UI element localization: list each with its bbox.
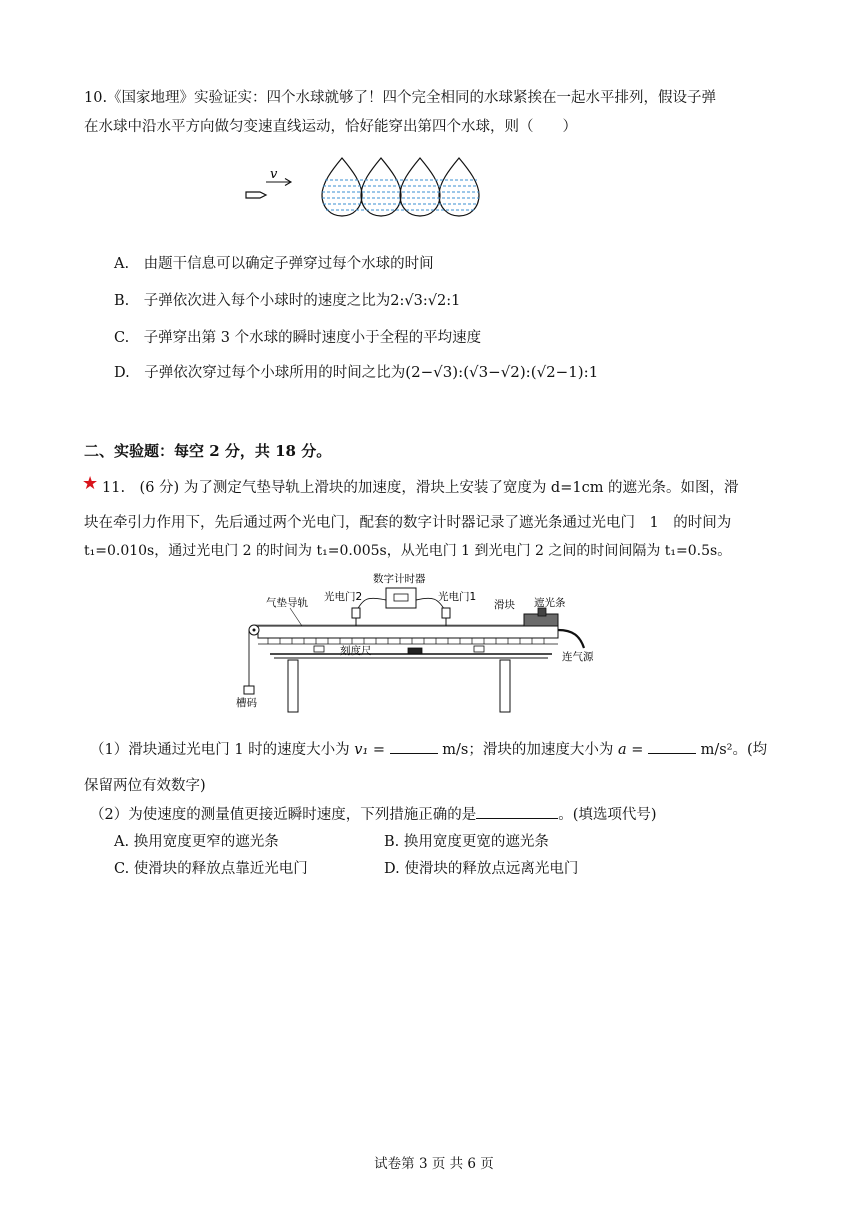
section-2-heading: 二、实验题：每空 2 分，共 18 分。 <box>84 442 332 460</box>
q11-sub1-unit1: m/s；滑块的加速度大小为 <box>442 742 614 758</box>
q10-option-c: C. 子弹穿出第 3 个水球的瞬时速度小于全程的平均速度 <box>114 330 482 346</box>
answer-blank-a[interactable] <box>648 739 696 754</box>
q10-option-b <box>114 289 460 310</box>
q11-sub1-text: （1）滑块通过光电门 1 时的速度大小为 <box>90 742 350 758</box>
q11-stem-line3: t₁=0.010s，通过光电门 2 的时间为 t₁=0.005s，从光电门 1 到光电门 2 之间的时间间隔为 t₁=0.5s。 <box>84 543 732 559</box>
label-slider: 滑块 <box>494 599 515 611</box>
label-shade: 遮光条 <box>534 597 566 609</box>
page-footer: 试卷第 3 页 共 6 页 <box>374 1156 494 1172</box>
label-timer: 数字计时器 <box>373 573 426 585</box>
label-ruler: 刻度尺 <box>340 645 372 657</box>
water-balloon-figure <box>240 150 490 225</box>
label-gate2: 光电门2 <box>324 591 363 603</box>
q11-sub1-unit2: m/s²。(均 <box>700 742 768 758</box>
q11-sub2-end: 。(填选项代号) <box>558 807 657 823</box>
q10-stem-line1: 10.《国家地理》实验证实：四个水球就够了！四个完全相同的水球紧挨在一起水平排列，假设子弹 <box>84 90 717 106</box>
q11-choice-d: D. 使滑块的释放点远离光电门 <box>384 861 579 877</box>
label-air-source: 连气源 <box>562 651 594 663</box>
q11-choice-c: C. 使滑块的释放点靠近光电门 <box>114 861 308 877</box>
q10-option-b-text: B. 子弹依次进入每个小球时的速度之比为 <box>114 293 391 309</box>
q11-choice-a: A. 换用宽度更窄的遮光条 <box>114 834 279 850</box>
q11-sub1 <box>90 738 767 759</box>
q10-option-b-expr: 2:√3:√2:1 <box>390 293 461 309</box>
q10-option-d <box>114 361 598 382</box>
q11-a-symbol: a = <box>617 742 644 758</box>
label-track: 气垫导轨 <box>266 597 308 609</box>
q11-sub1-continued: 保留两位有效数字) <box>84 778 206 794</box>
q10-option-a: A. 由题干信息可以确定子弹穿过每个水球的时间 <box>114 256 434 272</box>
q11-stem-line2: 块在牵引力作用下，先后通过两个光电门，配套的数字计时器记录了遮光条通过光电门 1 的时间为 <box>84 515 732 531</box>
label-gate1: 光电门1 <box>438 591 477 603</box>
water-balloons <box>322 158 479 216</box>
q10-option-d-text: D. 子弹依次穿过每个小球所用的时间之比为 <box>114 365 406 381</box>
q11-sub2-text: （2）为使速度的测量值更接近瞬时速度，下列措施正确的是 <box>90 807 477 823</box>
velocity-label: v <box>270 167 278 182</box>
answer-blank-v1[interactable] <box>390 739 438 754</box>
q10-option-d-expr: (2−√3):(√3−√2):(√2−1):1 <box>405 363 599 381</box>
answer-blank-choice[interactable] <box>476 804 558 819</box>
q11-stem-line1: 11. (6 分) 为了测定气垫导轨上滑块的加速度，滑块上安装了宽度为 d=1cm 的遮光条。如图，滑 <box>102 480 739 496</box>
q10-stem-line2: 在水球中沿水平方向做匀变速直线运动，恰好能穿出第四个水球，则（ ） <box>84 119 577 135</box>
air-track-figure <box>228 568 608 718</box>
q11-choice-b: B. 换用宽度更宽的遮光条 <box>384 834 549 850</box>
q11-v1-symbol: v₁ = <box>354 742 386 758</box>
bullet-icon <box>246 192 266 198</box>
star-icon: ★ <box>82 473 99 494</box>
q11-sub2 <box>90 803 657 824</box>
label-weight: 槽码 <box>236 697 257 709</box>
